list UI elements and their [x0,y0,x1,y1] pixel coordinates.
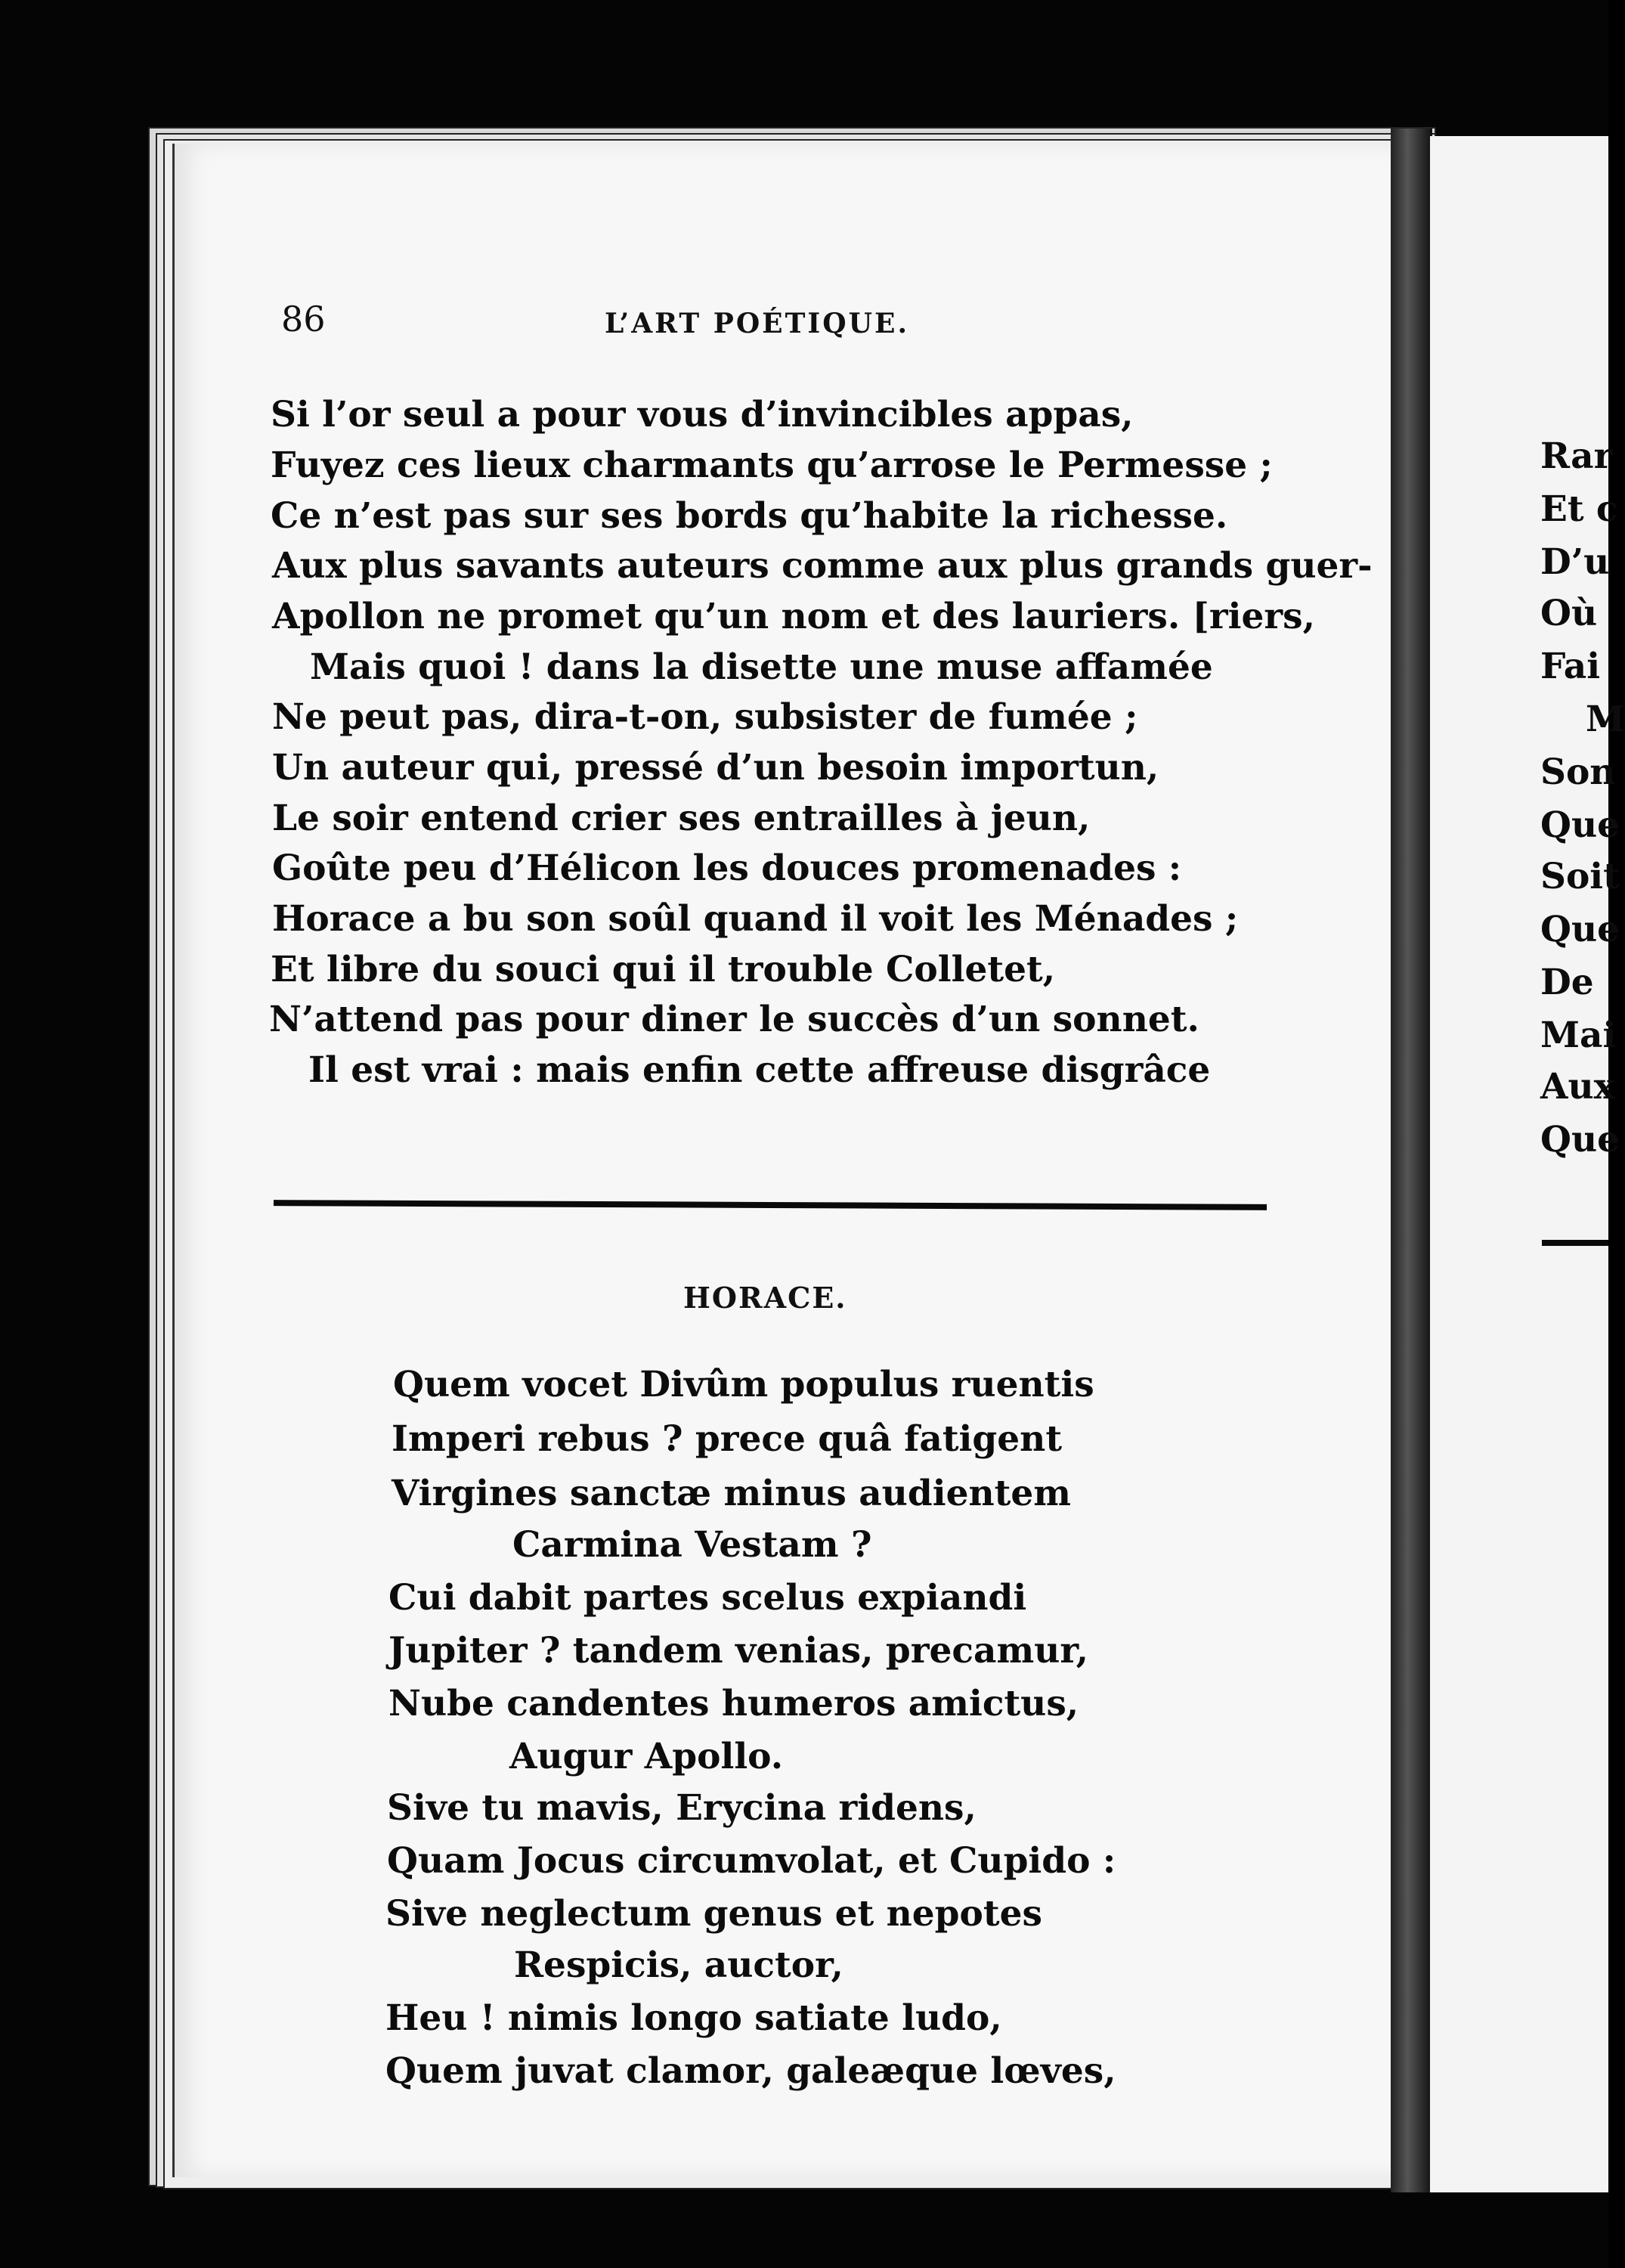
right-page-divider [1542,1240,1608,1246]
verse-line: Fuyez ces lieux charmants qu’arrose le Permesse ; [271,445,1273,486]
verse-line: Jupiter ? tandem venias, precamur, [388,1630,1089,1672]
fragment-line: Que [1540,804,1620,846]
verse-line: Et libre du souci qui il trouble Colletet, [271,949,1056,990]
page-number: 86 [281,299,326,339]
verse-line: Goûte peu d’Hélicon les douces promenades : [272,847,1182,889]
fragment-line: M [1586,699,1625,740]
verse-line: N’attend pas pour diner le succès d’un sonnet. [269,999,1199,1040]
fragment-line: Que [1540,909,1620,950]
fragment-line: Que [1540,1119,1620,1160]
verse-line: Virgines sanctæ minus audientem [392,1473,1071,1514]
verse-line: Carmina Vestam ? [512,1524,872,1566]
fragment-line: Où [1540,593,1598,634]
section-heading: HORACE. [683,1281,847,1315]
running-head [0,299,1608,344]
verse-line: Ne peut pas, dira-t-on, subsister de fumée ; [272,696,1138,738]
fragment-line: Soit [1540,856,1620,897]
fragment-line: Mai [1540,1015,1617,1056]
running-title: L’ART POÉTIQUE. [605,308,909,339]
verse-line: Augur Apollo. [509,1736,784,1777]
verse-line: Imperi rebus ? prece quâ fatigent [392,1418,1063,1460]
verse-line: Un auteur qui, pressé d’un besoin importun, [272,747,1159,789]
verse-line: Mais quoi ! dans la disette une muse affamée [310,646,1213,688]
verse-line: Sive neglectum genus et nepotes [385,1893,1042,1935]
verse-line: Quam Jocus circumvolat, et Cupido : [387,1840,1116,1882]
fragment-line: D’u [1540,541,1610,583]
verse-line: Apollon ne promet qu’un nom et des lauriers. [riers, [272,596,1315,637]
fragment-line: Son [1540,751,1616,793]
fragment-line: Fai [1540,646,1601,687]
verse-line: Ce n’est pas sur ses bords qu’habite la richesse. [271,495,1228,537]
fragment-line: Rar [1540,435,1613,477]
verse-line: Cui dabit partes scelus expiandi [388,1577,1027,1619]
verse-line: Il est vrai : mais enfin cette affreuse disgrâce [308,1049,1211,1091]
verse-line: Nube candentes humeros amictus, [388,1683,1079,1724]
verse-line: Quem juvat clamor, galeæque lœves, [385,2050,1116,2092]
verse-line: Sive tu mavis, Erycina ridens, [387,1787,977,1829]
book-gutter [1391,129,1432,2192]
verse-line: Respicis, auctor, [514,1944,843,1986]
verse-line: Aux plus savants auteurs comme aux plus grands guer- [272,545,1373,587]
verse-line: Quem vocet Divûm populus ruentis [393,1364,1094,1405]
verse-line: Heu ! nimis longo satiate ludo, [385,1997,1002,2039]
verse-line: Horace a bu son soûl quand il voit les Ménades ; [272,898,1239,940]
verse-line: Le soir entend crier ses entrailles à jeun, [272,798,1091,839]
verse-line: Si l’or seul a pour vous d’invincibles appas, [271,394,1134,435]
fragment-line: Aux [1540,1066,1615,1108]
fragment-line: Et c [1540,488,1618,530]
fragment-line: De [1540,962,1594,1003]
